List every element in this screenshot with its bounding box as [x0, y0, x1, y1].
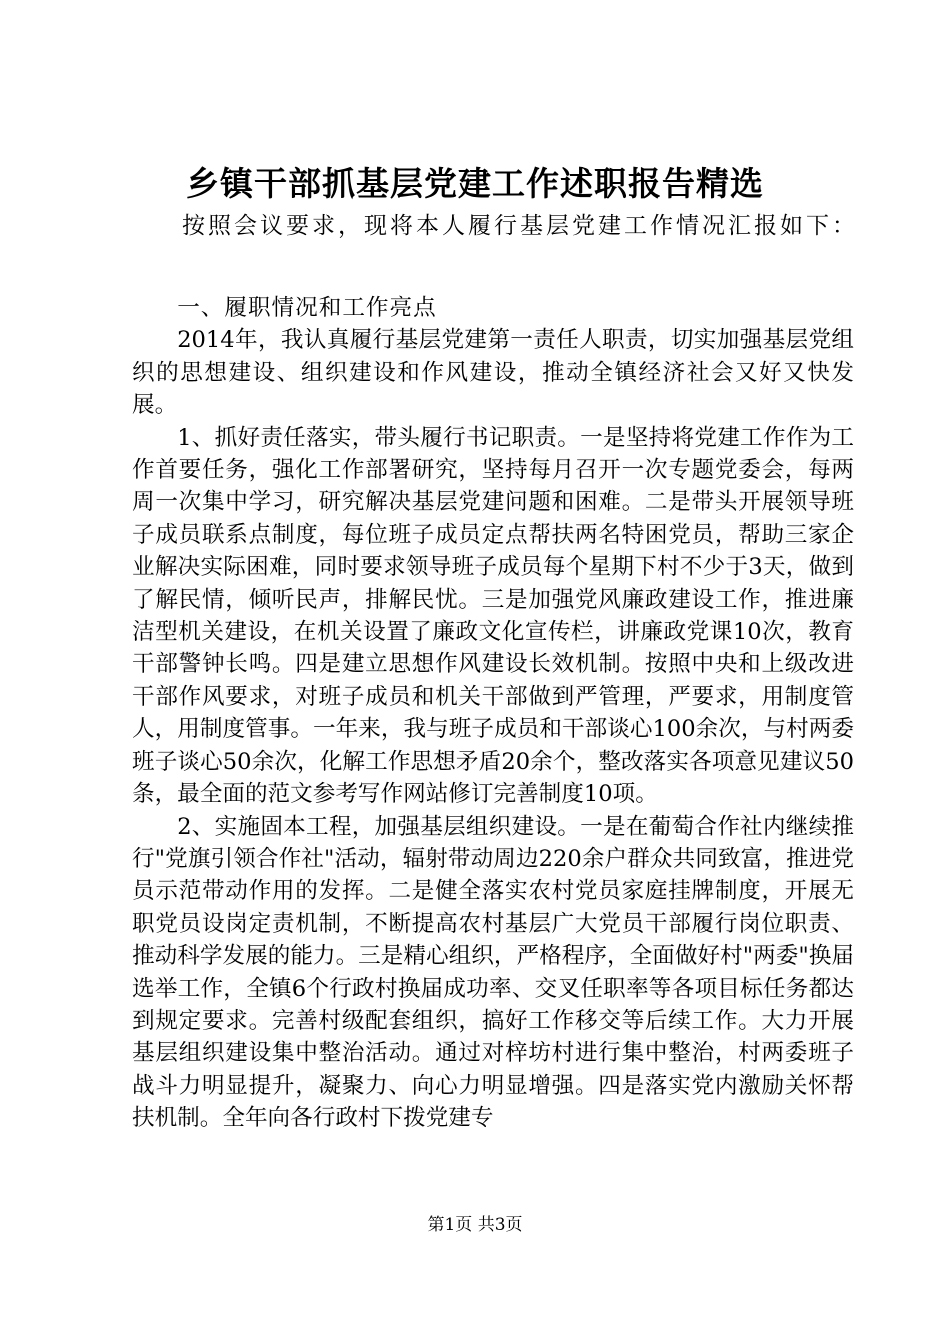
paragraph-3: 2、实施固本工程，加强基层组织建设。一是在葡萄合作社内继续推行"党旗引领合作社"活动，辐射带动周边220余户群众共同致富，推进党员示范带动作用的发挥。二是健全落实农村党员家庭挂牌制度，开展无职党员设岗定责机制，不断提高农村基层广大党员干部履行岗位职责、推动科学发展的能力。三是精心组织，严格程序，全面做好村"两委"换届选举工作，全镇6个行政村换届成功率、交叉任职率等各项目标任务都达到规定要求。完善村级配套组织，搞好工作移交等后续工作。大力开展基层组织建设集中整治活动。通过对梓坊村进行集中整治，村两委班子战斗力明显提升，凝聚力、向心力明显增强。四是落实党内激励关怀帮扶机制。全年向各行政村下拨党建专	[132, 813, 854, 1132]
paragraph-2: 1、抓好责任落实，带头履行书记职责。一是坚持将党建工作作为工作首要任务，强化工作部署研究，坚持每月召开一次专题党委会，每两周一次集中学习，研究解决基层党建问题和困难。二是带头开展领导班子成员联系点制度，每位班子成员定点帮扶两名特困党员，帮助三家企业解决实际困难，同时要求领导班子成员每个星期下村不少于3天，做到了解民情，倾听民声，排解民忧。三是加强党风廉政建设工作，推进廉洁型机关建设，在机关设置了廉政文化宣传栏，讲廉政党课10次，教育干部警钟长鸣。四是建立思想作风建设长效机制。按照中央和上级改进干部作风要求，对班子成员和机关干部做到严管理，严要求，用制度管人，用制度管事。一年来，我与班子成员和干部谈心100余次，与村两委班子谈心50余次，化解工作思想矛盾20余个，整改落实各项意见建议50条，最全面的范文参考写作网站修订完善制度10项。	[132, 424, 854, 808]
document-title: 乡镇干部抓基层党建工作述职报告精选	[186, 164, 764, 203]
document-body	[132, 292, 854, 1135]
section-heading: 一、履职情况和工作亮点	[177, 295, 437, 321]
paragraph-1: 2014年，我认真履行基层党建第一责任人职责，切实加强基层党组织的思想建设、组织建设和作风建设，推动全镇经济社会又好又快发展。	[132, 327, 854, 419]
page-footer: 第1页 共3页	[427, 1215, 523, 1235]
intro-line: 按照会议要求，现将本人履行基层党建工作情况汇报如下：	[182, 213, 858, 239]
